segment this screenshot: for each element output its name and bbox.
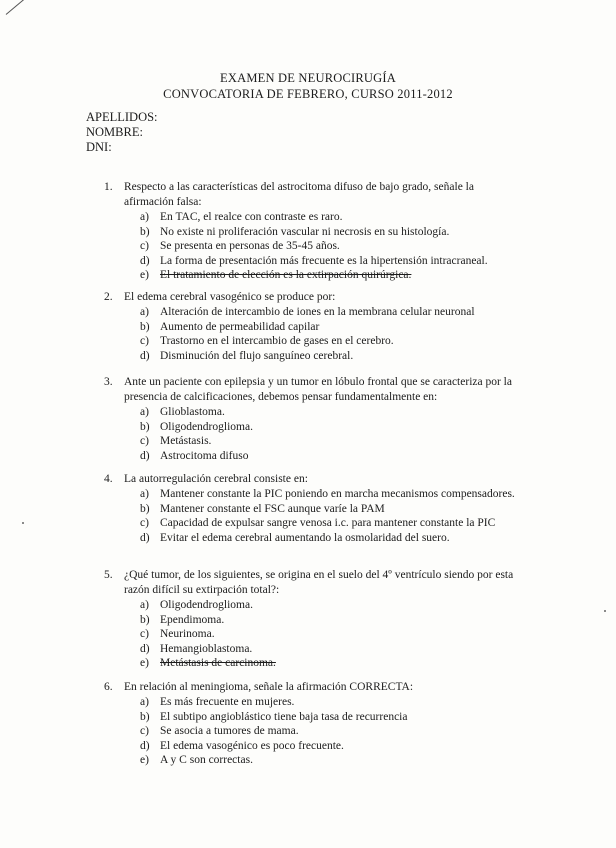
option bbox=[140, 502, 524, 517]
option-text-struck: El tratamiento de elección es la extirpación quirúrgica. bbox=[160, 269, 412, 282]
option-letter: b) bbox=[140, 613, 150, 626]
option-letter: a) bbox=[140, 696, 149, 708]
option-text: Se presenta en personas de 35-45 años. bbox=[160, 240, 340, 253]
question-text: En relación al meningioma, señale la afirmación CORRECTA: bbox=[124, 681, 414, 693]
option-text: Metástasis. bbox=[160, 435, 212, 448]
option-text: A y C son correctas. bbox=[160, 754, 253, 767]
scan-speck bbox=[604, 610, 606, 612]
question-5 bbox=[104, 568, 524, 671]
option-letter: d) bbox=[140, 449, 150, 462]
option-letter: d) bbox=[140, 531, 150, 544]
exam-header bbox=[0, 70, 616, 102]
option bbox=[140, 487, 524, 502]
option-letter: b) bbox=[140, 320, 150, 333]
question-number: 6. bbox=[104, 681, 113, 693]
option-letter: b) bbox=[140, 420, 150, 433]
option-letter: d) bbox=[140, 254, 150, 267]
option bbox=[140, 320, 524, 335]
option-text: Aumento de permeabilidad capilar bbox=[160, 320, 320, 333]
option-text: Disminución del flujo sanguíneo cerebral. bbox=[160, 349, 354, 362]
option-text: Evitar el edema cerebral aumentando la osmolaridad del suero. bbox=[160, 531, 450, 544]
option bbox=[140, 642, 524, 657]
option-letter: a) bbox=[140, 306, 149, 318]
option-text: La forma de presentación más frecuente es la hipertensión intracraneal. bbox=[160, 254, 488, 267]
option bbox=[140, 239, 524, 254]
option-text: No existe ni proliferación vascular ni necrosis en su histología. bbox=[160, 225, 450, 238]
option-text: Oligodendroglioma. bbox=[160, 599, 253, 611]
option-text: El subtipo angioblástico tiene baja tasa de recurrencia bbox=[160, 710, 408, 723]
option-text: Es más frecuente en mujeres. bbox=[160, 696, 295, 708]
option-letter: b) bbox=[140, 710, 150, 723]
option-text: Trastorno en el intercambio de gases en el cerebro. bbox=[160, 335, 394, 348]
option bbox=[140, 334, 524, 349]
option bbox=[140, 516, 524, 531]
question-1 bbox=[104, 180, 524, 283]
option bbox=[140, 656, 524, 671]
option-text: Neurinoma. bbox=[160, 628, 215, 641]
option bbox=[140, 695, 524, 710]
option-text: Oligodendroglioma. bbox=[160, 420, 253, 433]
student-fields bbox=[86, 110, 158, 155]
option-letter: c) bbox=[140, 435, 149, 448]
option-letter: a) bbox=[140, 599, 149, 611]
option-letter: a) bbox=[140, 488, 149, 500]
exam-title: EXAMEN DE NEUROCIRUGÍA bbox=[220, 71, 396, 85]
option-letter: a) bbox=[140, 211, 149, 223]
option bbox=[140, 210, 524, 225]
option-letter: e) bbox=[140, 269, 149, 282]
question-number: 2. bbox=[104, 291, 113, 303]
option-text: Glioblastoma. bbox=[160, 406, 225, 418]
option bbox=[140, 724, 524, 739]
option bbox=[140, 305, 524, 320]
option-letter: e) bbox=[140, 754, 149, 767]
option-letter: b) bbox=[140, 502, 150, 515]
option-text: Capacidad de expulsar sangre venosa i.c. para mantener constante la PIC bbox=[160, 517, 496, 530]
option-letter: b) bbox=[140, 225, 150, 238]
option-text: Astrocitoma difuso bbox=[160, 449, 249, 462]
option-text: Se asocia a tumores de mama. bbox=[160, 725, 299, 738]
option bbox=[140, 531, 524, 546]
question-number: 5. bbox=[104, 569, 113, 581]
question-text: Respecto a las características del astrocitoma difuso de bajo grado, señale la afirmación falsa: bbox=[124, 181, 474, 208]
dni-label: DNI: bbox=[86, 140, 112, 154]
question-text: La autorregulación cerebral consiste en: bbox=[124, 473, 308, 485]
option-letter: d) bbox=[140, 739, 150, 752]
option bbox=[140, 449, 524, 464]
option-letter: c) bbox=[140, 517, 149, 530]
scan-mark bbox=[6, 0, 27, 15]
question-number: 4. bbox=[104, 473, 113, 485]
option bbox=[140, 254, 524, 269]
exam-session: CONVOCATORIA DE FEBRERO, CURSO 2011-2012 bbox=[163, 87, 453, 101]
option bbox=[140, 268, 524, 283]
option-text: Hemangioblastoma. bbox=[160, 642, 253, 655]
option bbox=[140, 739, 524, 754]
question-text: Ante un paciente con epilepsia y un tumor en lóbulo frontal que se caracteriza por la presencia de calcificaciones, debemos pensar fundamentalmente en: bbox=[124, 376, 512, 403]
question-text: El edema cerebral vasogénico se produce por: bbox=[124, 291, 336, 303]
option bbox=[140, 627, 524, 642]
question-6 bbox=[104, 680, 524, 768]
option-letter: d) bbox=[140, 349, 150, 362]
question-number: 3. bbox=[104, 376, 113, 388]
option-letter: e) bbox=[140, 657, 149, 670]
option bbox=[140, 613, 524, 628]
option-letter: c) bbox=[140, 240, 149, 253]
option-text: Ependimoma. bbox=[160, 613, 225, 626]
option-letter: c) bbox=[140, 628, 149, 641]
option-text: En TAC, el realce con contraste es raro. bbox=[160, 211, 343, 223]
option-text: El edema vasogénico es poco frecuente. bbox=[160, 739, 344, 752]
option-text: Mantener constante el FSC aunque varíe la PAM bbox=[160, 502, 385, 515]
option bbox=[140, 405, 524, 420]
option-letter: a) bbox=[140, 406, 149, 418]
option-text: Mantener constante la PIC poniendo en marcha mecanismos compensadores. bbox=[160, 488, 515, 500]
question-4 bbox=[104, 472, 524, 545]
option bbox=[140, 434, 524, 449]
option bbox=[140, 753, 524, 768]
question-3 bbox=[104, 375, 524, 463]
option-letter: c) bbox=[140, 725, 149, 738]
question-text: ¿Qué tumor, de los siguientes, se origina en el suelo del 4º ventrículo siendo por esta razón difícil su extirpación total?: bbox=[124, 569, 514, 596]
option bbox=[140, 349, 524, 364]
option-letter: c) bbox=[140, 335, 149, 348]
option-text: Alteración de intercambio de iones en la membrana celular neuronal bbox=[160, 306, 475, 318]
nombre-label: NOMBRE: bbox=[86, 125, 143, 139]
option-text-struck: Metástasis de carcinoma. bbox=[160, 657, 276, 670]
scan-speck bbox=[22, 522, 24, 524]
option bbox=[140, 710, 524, 725]
option bbox=[140, 420, 524, 435]
question-number: 1. bbox=[104, 181, 113, 193]
apellidos-label: APELLIDOS: bbox=[86, 110, 158, 124]
option bbox=[140, 598, 524, 613]
option bbox=[140, 225, 524, 240]
option-letter: d) bbox=[140, 642, 150, 655]
question-2 bbox=[104, 290, 524, 363]
